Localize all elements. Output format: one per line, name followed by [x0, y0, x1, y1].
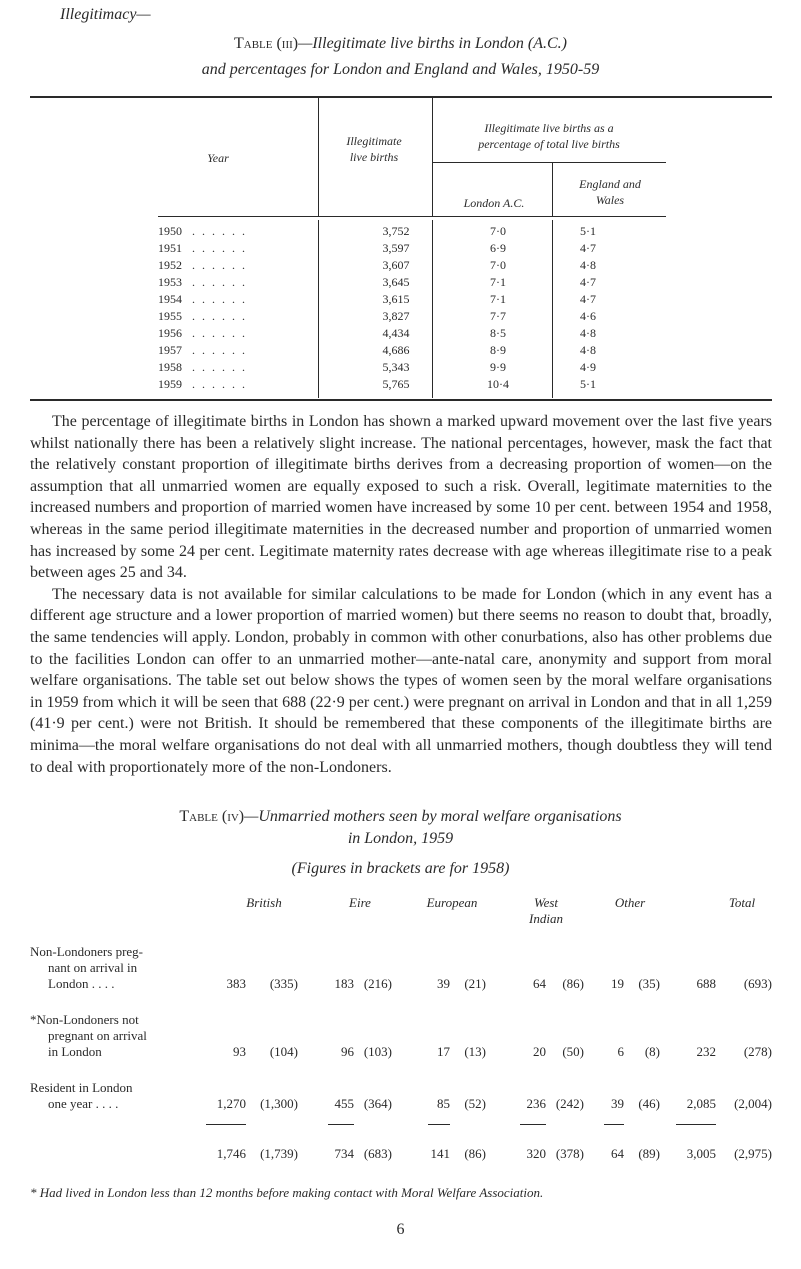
- births-cell: 3,615: [382, 292, 410, 306]
- london-pct-cell: 7·1: [490, 292, 506, 306]
- ew-pct-cell: 4·7: [580, 292, 596, 306]
- leader-dots: . . . . . .: [192, 241, 247, 255]
- col-header-west-indian: [506, 895, 586, 927]
- sum-rule-other: [604, 1124, 624, 1125]
- year-cell: 1953: [158, 275, 182, 289]
- west-indian-total-cell: 320: [526, 1146, 546, 1161]
- year-cell: 1959: [158, 377, 182, 391]
- total-1958-cell: (2,004): [734, 1096, 772, 1111]
- births-cell: 4,686: [382, 343, 410, 357]
- west-indian-1958-cell: (242): [555, 1096, 584, 1111]
- european-1958-cell: (52): [464, 1096, 486, 1111]
- british-1959-cell: 383: [226, 976, 246, 991]
- col-header-other: Other: [614, 895, 646, 910]
- table4-label: Table (iv): [179, 808, 245, 825]
- table-row: [158, 292, 668, 309]
- total-1959-cell: 2,085: [686, 1096, 716, 1111]
- ew-pct-cell: 4·7: [580, 241, 596, 255]
- ew-pct-cell: 4·9: [580, 360, 596, 374]
- table3-header-births-line2: live births: [349, 150, 399, 164]
- births-cell: 3,597: [382, 241, 410, 255]
- eire-1959-cell: 455: [334, 1096, 354, 1111]
- row-label-line: one year . . . .: [48, 1096, 119, 1111]
- london-pct-cell: 9·9: [490, 360, 506, 374]
- eire-total-1958-cell: (683): [363, 1146, 392, 1161]
- table-row: [158, 224, 668, 241]
- births-cell: 5,765: [382, 377, 410, 391]
- table3-header-percentage: [436, 120, 662, 152]
- col-header-european: European: [426, 895, 478, 910]
- sum-rule-british: [206, 1124, 246, 1125]
- sum-rule-total: [676, 1124, 716, 1125]
- table-row: [158, 258, 668, 275]
- table-row: [158, 343, 668, 360]
- table3-header-pct-line2: percentage of total live births: [478, 137, 620, 151]
- leader-dots: . . . . . .: [192, 275, 247, 289]
- british-1959-cell: 93: [233, 1044, 246, 1059]
- table3-header-ew-line1: England and: [579, 177, 641, 191]
- births-cell: 3,827: [382, 309, 410, 323]
- row-label-line: London . . . .: [48, 976, 115, 991]
- london-pct-cell: 7·1: [490, 275, 506, 289]
- year-cell: 1955: [158, 309, 182, 323]
- table3-header-births: [328, 133, 420, 165]
- table3-title-line2: and percentages for London and England and Wales, 1950-59: [201, 61, 600, 78]
- european-1958-cell: (13): [464, 1044, 486, 1059]
- table3-header-pct-line1: Illegitimate live births as a: [484, 121, 614, 135]
- page-number: 6: [396, 1221, 405, 1238]
- ew-pct-cell: 4·8: [580, 343, 596, 357]
- body-text: [30, 411, 772, 778]
- ew-pct-cell: 4·8: [580, 258, 596, 272]
- row-label-line: nant on arrival in: [48, 960, 138, 975]
- table3-label: Table (iii): [233, 35, 299, 52]
- leader-dots: . . . . . .: [192, 343, 247, 357]
- table3-title: [0, 35, 801, 53]
- col-header-british: British: [246, 895, 282, 910]
- leader-dots: . . . . . .: [192, 377, 247, 391]
- table3-vrule-2: [432, 98, 433, 217]
- london-pct-cell: 8·9: [490, 343, 506, 357]
- european-total-cell: 141: [430, 1146, 450, 1161]
- col-header-west: West: [533, 895, 559, 910]
- table3-header-rule: [158, 216, 666, 217]
- year-cell: 1951: [158, 241, 182, 255]
- sum-rule-eire: [328, 1124, 354, 1125]
- european-1959-cell: 17: [437, 1044, 450, 1059]
- year-cell: 1950: [158, 224, 182, 238]
- british-1958-cell: (335): [269, 976, 298, 991]
- leader-dots: . . . . . .: [192, 326, 247, 340]
- paragraph-2: The necessary data is not available for similar calculations to be made for London (which in any event has a different age structure and a lower proportion of married women) but there seems no reason to doubt that, broadly, the same tendencies will apply. London, probably in common with other conurbations, also has other problems due to the facilities London can offer to an unmarried mother—ante-natal care, anonymity and support from moral welfare organisations. The table set out below shows the types of women seen by the moral welfare organisations in 1959 from which it will be seen that 688 (22·9 per cent.) were pregnant on arrival in London and that in all 1,259 (41·9 per cent.) were not British. It should be remembered that these components of the illegitimate births are minima—the moral welfare organisations do not deal with all unmarried mothers, though doubtless they will tend to deal with proportionately more of the non-Londoners.: [30, 585, 772, 776]
- table3-header-year: Year: [207, 151, 229, 165]
- table3-header-ew: [554, 176, 666, 208]
- births-cell: 5,343: [382, 360, 410, 374]
- year-cell: 1958: [158, 360, 182, 374]
- london-pct-cell: 7·0: [490, 258, 506, 272]
- leader-dots: . . . . . .: [192, 224, 247, 238]
- ew-pct-cell: 4·8: [580, 326, 596, 340]
- leader-dots: . . . . . .: [192, 309, 247, 323]
- total-1958-cell: (278): [743, 1044, 772, 1059]
- table4-footnote: * Had lived in London less than 12 months before making contact with Moral Welfare Association.: [30, 1185, 544, 1200]
- table3-vrule-3: [552, 162, 553, 217]
- total-1959-cell: 688: [696, 976, 716, 991]
- table4-title-line1: —Unmarried mothers seen by moral welfare organisations: [244, 808, 622, 825]
- leader-dots: . . . . . .: [192, 360, 247, 374]
- row-label-resident: [30, 1080, 190, 1112]
- european-1959-cell: 39: [437, 976, 450, 991]
- year-cell: 1956: [158, 326, 182, 340]
- section-heading: Illegitimacy—: [60, 6, 151, 23]
- table3-subhead-rule: [432, 162, 666, 163]
- col-header-eire: Eire: [349, 895, 371, 910]
- year-cell: 1952: [158, 258, 182, 272]
- col-header-total: Total: [728, 895, 756, 910]
- births-cell: 3,752: [382, 224, 410, 238]
- total-1959-cell: 232: [696, 1044, 716, 1059]
- total-1958-cell: (693): [743, 976, 772, 991]
- british-1958-cell: (104): [269, 1044, 298, 1059]
- west-indian-1959-cell: 236: [526, 1096, 546, 1111]
- ew-pct-cell: 5·1: [580, 377, 596, 391]
- year-cell: 1957: [158, 343, 182, 357]
- other-1958-cell: (35): [638, 976, 660, 991]
- london-pct-cell: 8·5: [490, 326, 506, 340]
- table3-header-ew-line2: Wales: [595, 193, 625, 207]
- row-label-line: Resident in London: [30, 1080, 133, 1095]
- london-pct-cell: 10·4: [487, 377, 509, 391]
- row-label-line: Non-Londoners preg-: [30, 944, 143, 959]
- grand-total-1958-cell: (2,975): [734, 1146, 772, 1161]
- ew-pct-cell: 4·7: [580, 275, 596, 289]
- eire-1959-cell: 183: [334, 976, 354, 991]
- table3-vrule-1: [318, 98, 319, 217]
- table3-header-london: London A.C.: [463, 196, 525, 210]
- eire-1958-cell: (216): [363, 976, 392, 991]
- births-cell: 3,645: [382, 275, 410, 289]
- row-label-non-londoners-pregnant: [30, 944, 190, 992]
- ew-pct-cell: 4·6: [580, 309, 596, 323]
- eire-total-cell: 734: [334, 1146, 354, 1161]
- eire-1958-cell: (364): [363, 1096, 392, 1111]
- births-cell: 3,607: [382, 258, 410, 272]
- other-1959-cell: 39: [611, 1096, 624, 1111]
- sum-rule-west-indian: [520, 1124, 546, 1125]
- table4-title-line2: in London, 1959: [347, 830, 454, 847]
- west-indian-total-1958-cell: (378): [555, 1146, 584, 1161]
- ew-pct-cell: 5·1: [580, 224, 596, 238]
- births-cell: 4,434: [382, 326, 410, 340]
- table-row: [158, 275, 668, 292]
- other-1959-cell: 6: [617, 1044, 624, 1059]
- row-label-non-londoners-not-pregnant: [30, 1012, 190, 1060]
- table3-title-line1: —Illegitimate live births in London (A.C.): [298, 35, 567, 52]
- london-pct-cell: 7·7: [490, 309, 506, 323]
- table3-top-rule: [30, 96, 772, 98]
- table3-bottom-rule: [30, 399, 772, 401]
- london-pct-cell: 7·0: [490, 224, 506, 238]
- london-pct-cell: 6·9: [490, 241, 506, 255]
- row-label-line: pregnant on arrival: [48, 1028, 147, 1043]
- table-row: [158, 326, 668, 343]
- table-row: [158, 309, 668, 326]
- west-indian-1958-cell: (50): [562, 1044, 584, 1059]
- european-total-1958-cell: (86): [464, 1146, 486, 1161]
- other-total-1958-cell: (89): [638, 1146, 660, 1161]
- year-cell: 1954: [158, 292, 182, 306]
- west-indian-1959-cell: 64: [533, 976, 546, 991]
- british-total-cell: 1,746: [216, 1146, 246, 1161]
- table3-header-births-line1: Illegitimate: [346, 134, 402, 148]
- table-row: [158, 241, 668, 258]
- row-label-line: *Non-Londoners not: [30, 1012, 139, 1027]
- row-label-line: in London: [48, 1044, 102, 1059]
- other-total-cell: 64: [611, 1146, 624, 1161]
- british-total-1958-cell: (1,739): [260, 1146, 298, 1161]
- leader-dots: . . . . . .: [192, 292, 247, 306]
- table4-bracket-note: (Figures in brackets are for 1958): [291, 860, 510, 877]
- table-row: [158, 360, 668, 377]
- west-indian-1958-cell: (86): [562, 976, 584, 991]
- other-1958-cell: (46): [638, 1096, 660, 1111]
- european-1959-cell: 85: [437, 1096, 450, 1111]
- eire-1958-cell: (103): [363, 1044, 392, 1059]
- leader-dots: . . . . . .: [192, 258, 247, 272]
- other-1958-cell: (8): [644, 1044, 660, 1059]
- british-1959-cell: 1,270: [216, 1096, 246, 1111]
- table-row: [158, 377, 668, 394]
- table4-title: [0, 808, 801, 826]
- sum-rule-european: [428, 1124, 450, 1125]
- british-1958-cell: (1,300): [260, 1096, 298, 1111]
- eire-1959-cell: 96: [341, 1044, 354, 1059]
- col-header-indian: Indian: [529, 911, 563, 926]
- west-indian-1959-cell: 20: [533, 1044, 546, 1059]
- paragraph-1: The percentage of illegitimate births in London has shown a marked upward movement over the last five years whilst nationally there has been a relatively slight increase. The national percentages, however, mask the fact that the relatively constant proportion of illegitimate births derives from a decreasing proportion of women—on the assumption that all unmarried women are equally exposed to such a risk. Overall, legitimate maternities to the increased numbers and proportion of married women have increased by some 10 per cent. between 1954 and 1958, whereas in the same period illegitimate maternities in the decreased number and proportion of unmarried women has increased by some 24 per cent. Legitimate maternity rates decrease with age whereas illegitimate rise to a peak between ages 25 and 34.: [30, 413, 772, 582]
- european-1958-cell: (21): [464, 976, 486, 991]
- grand-total-cell: 3,005: [686, 1146, 716, 1161]
- other-1959-cell: 19: [611, 976, 624, 991]
